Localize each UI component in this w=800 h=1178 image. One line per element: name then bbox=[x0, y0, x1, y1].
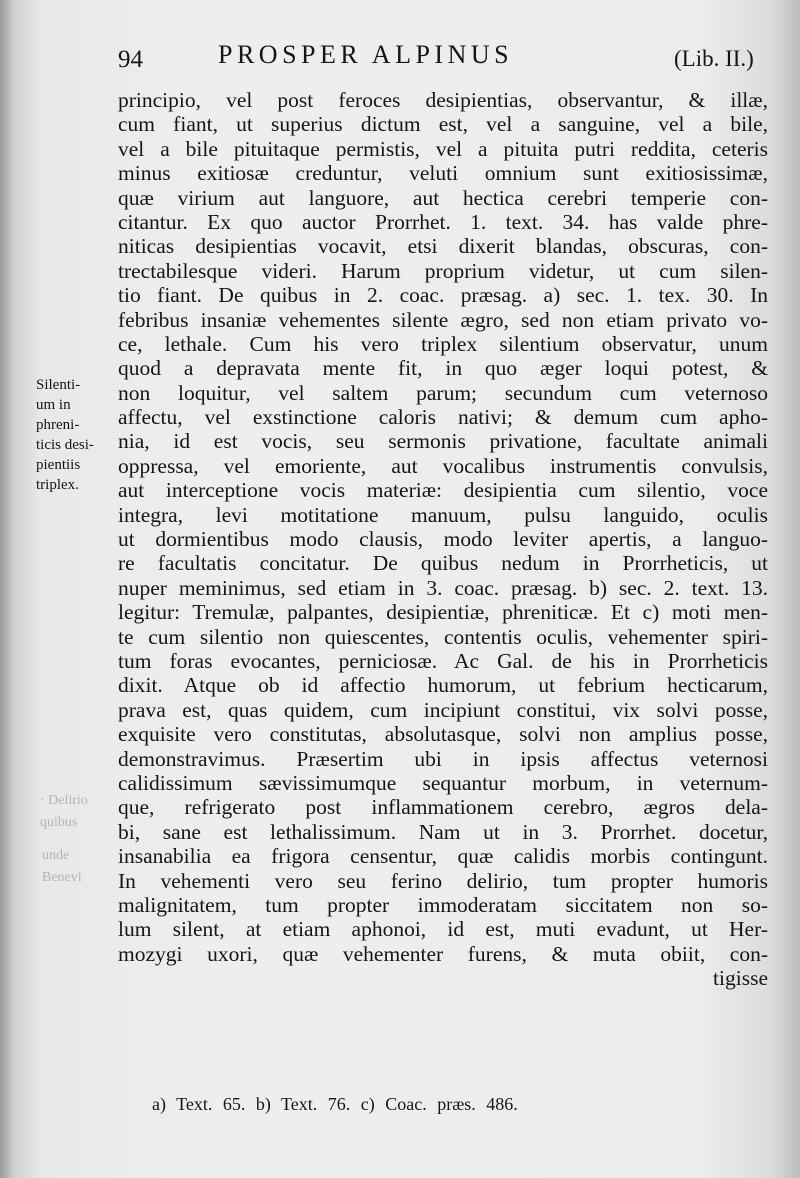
text-line: aut interceptione vocis materiæ: desipientia cum silentio, voce bbox=[118, 478, 768, 503]
margin-line: triplex. bbox=[36, 477, 79, 493]
text-line: lum silent, at etiam aphonoi, id est, muti evadunt, ut Her- bbox=[118, 917, 768, 942]
margin-line: pientiis bbox=[36, 457, 81, 473]
margin-line: phreni- bbox=[36, 417, 80, 433]
text-line: ce, lethale. Cum his vero triplex silentium observatur, unum bbox=[118, 331, 768, 356]
text-line: dixit. Atque ob id affectio humorum, ut febrium hecticarum, bbox=[118, 673, 768, 698]
text-line: mozygi uxori, quæ vehementer furens, & muta obiit, con- bbox=[118, 941, 768, 966]
text-line: insanabilia ea frigora censentur, quæ calidis morbis contingunt. bbox=[118, 844, 768, 869]
text-line: ut dormientibus modo clausis, modo leviter apertis, a languo- bbox=[118, 527, 768, 552]
text-line: legitur: Tremulæ, palpantes, desipientiæ, phreniticæ. Et c) moti men- bbox=[118, 600, 768, 625]
text-line: quæ virium aut languore, aut hectica cerebri temperie con- bbox=[118, 185, 768, 210]
text-line: tio fiant. De quibus in 2. coac. præsag. a) sec. 1. tex. 30. In bbox=[118, 283, 768, 308]
text-line: tigisse bbox=[713, 966, 768, 991]
text-line: te cum silentio non quiescentes, contentis oculis, vehementer spiri- bbox=[118, 624, 768, 649]
text-line: niticas desipientias vocavit, etsi dixerit blandas, obscuras, con- bbox=[118, 234, 768, 259]
text-line: quod a depravata mente fit, in quo æger loqui potest, & bbox=[118, 356, 768, 381]
text-line: que, refrigerato post inflammationem cerebro, ægros dela- bbox=[118, 795, 768, 820]
running-header bbox=[0, 40, 800, 80]
margin-line: Silenti- bbox=[36, 377, 81, 393]
marginal-note bbox=[36, 375, 126, 495]
text-line: non loquitur, vel saltem parum; secundum cum veternoso bbox=[118, 380, 768, 405]
text-line: malignitatem, tum propter immoderatam siccitatem non so- bbox=[118, 892, 768, 917]
margin-line: ticis desi- bbox=[36, 437, 94, 453]
text-line: calidissimum sævissimumque sequantur morbum, in veternum- bbox=[118, 770, 768, 795]
text-line: vel a bile pituitaque permistis, vel a pituita putri reddita, ceteris bbox=[118, 136, 768, 161]
footnotes: a) Text. 65. b) Text. 76. c) Coac. præs. 486. bbox=[152, 1094, 518, 1114]
text-line: exquisite vero constitutas, absolutasque, solvi non amplius posse, bbox=[118, 722, 768, 747]
text-line: trectabilesque videri. Harum proprium videtur, ut cum silen- bbox=[118, 258, 768, 283]
text-line: demonstravimus. Præsertim ubi in ipsis affectus veternosi bbox=[118, 746, 768, 771]
running-title: PROSPER ALPINUS bbox=[218, 40, 514, 69]
text-line: bi, sane est lethalissimum. Nam ut in 3. Prorrhet. docetur, bbox=[118, 819, 768, 844]
text-line: nuper meminimus, sed etiam in 3. coac. præsag. b) sec. 2. text. 13. bbox=[118, 575, 768, 600]
text-line: minus exitiosæ creduntur, veluti omnium sunt exitiosissimæ, bbox=[118, 161, 768, 186]
text-line: integra, levi motitatione manuum, pulsu languido, oculis bbox=[118, 502, 768, 527]
text-line: In vehementi vero seu ferino delirio, tum propter humoris bbox=[118, 868, 768, 893]
book-reference: (Lib. II.) bbox=[674, 46, 754, 71]
text-line: affectu, vel exstinctione caloris nativi; & demum cum apho- bbox=[118, 405, 768, 430]
body-text bbox=[118, 88, 768, 990]
text-line: febribus insaniæ vehementes silente ægro, sed non etiam privato vo- bbox=[118, 307, 768, 332]
bleed-through-text: unde Benevi bbox=[42, 848, 82, 885]
margin-line: um in bbox=[36, 397, 71, 413]
text-line: re facultatis concitatur. De quibus nedum in Prorrheticis, ut bbox=[118, 551, 768, 576]
text-line: prava est, quas quidem, cum incipiunt constitui, vix solvi posse, bbox=[118, 697, 768, 722]
text-line: cum fiant, ut superius dictum est, vel a sanguine, vel a bile, bbox=[118, 112, 768, 137]
page-number: 94 bbox=[118, 46, 143, 73]
text-line: tum foras evocantes, perniciosæ. Ac Gal. de his in Prorrheticis bbox=[118, 648, 768, 673]
text-line: oppressa, vel emoriente, aut vocalibus instrumentis convulsis, bbox=[118, 453, 768, 478]
text-line: nia, id est vocis, seu sermonis privatione, facultate animali bbox=[118, 429, 768, 454]
text-line: citantur. Ex quo auctor Prorrhet. 1. text. 34. has valde phre- bbox=[118, 209, 768, 234]
text-line: principio, vel post feroces desipientias, observantur, & illæ, bbox=[118, 88, 768, 112]
bleed-through-text: · Delirio quibus bbox=[40, 793, 88, 830]
